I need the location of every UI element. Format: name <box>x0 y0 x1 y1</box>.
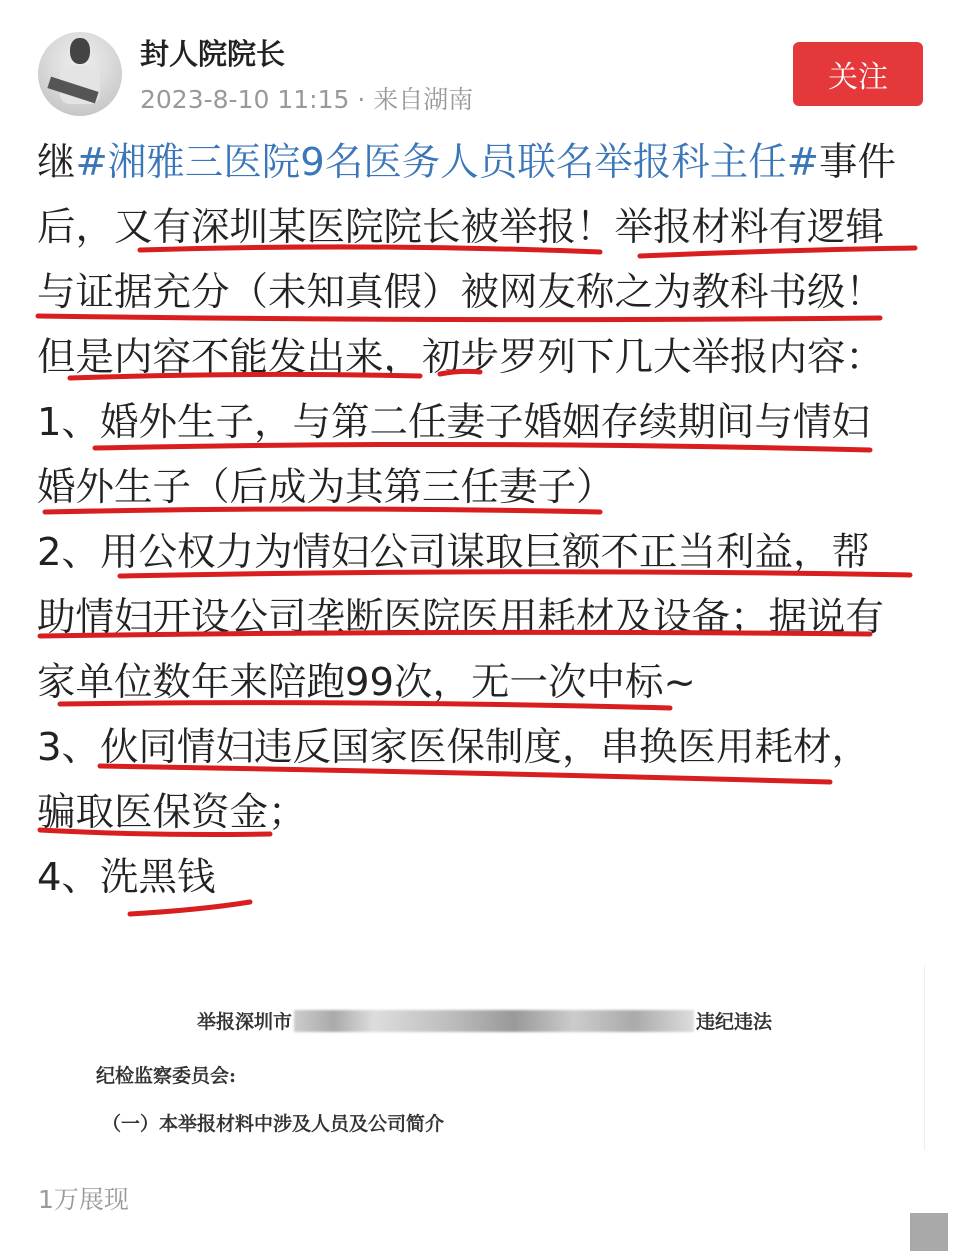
post-line: 4、洗黑钱 <box>37 855 216 900</box>
text: 事件 <box>819 140 897 185</box>
report-document-image[interactable] <box>62 965 925 1150</box>
text: 举报深圳市 <box>197 1011 293 1033</box>
follow-button[interactable]: 关注 <box>793 42 923 106</box>
post-line: 骗取医保资金； <box>37 790 307 835</box>
post-line: 后，又有深圳某医院院长被举报！举报材料有逻辑 <box>37 205 885 250</box>
post-line: 3、伙同情妇违反国家医保制度，串换医用耗材， <box>37 725 870 770</box>
document-section: （一）本举报材料中涉及人员及公司简介 <box>102 1113 445 1135</box>
avatar[interactable] <box>38 32 122 116</box>
document-title <box>197 1007 772 1034</box>
post-line: 1、婚外生子，与第二任妻子婚姻存续期间与情妇 <box>37 400 870 445</box>
document-addressee: 纪检监察委员会: <box>96 1065 237 1087</box>
post-meta: 2023-8-10 11:15 · 来自湖南 <box>140 85 474 114</box>
redacted-blur <box>294 1010 694 1032</box>
more-thumbnail[interactable] <box>910 1213 948 1251</box>
post-line: 与证据充分（未知真假）被网友称之为教科书级！ <box>37 270 885 315</box>
hashtag-link[interactable]: #湘雅三医院9名医务人员联名举报科主任# <box>75 140 820 185</box>
post-text <box>37 130 937 910</box>
post-line: 家单位数年来陪跑99次，无一次中标~ <box>37 660 696 705</box>
post-line: 2、用公权力为情妇公司谋取巨额不正当利益，帮 <box>37 530 870 575</box>
post-line: 婚外生子（后成为其第三任妻子） <box>37 465 615 510</box>
text: 违纪违法 <box>696 1011 773 1033</box>
text: 继 <box>37 140 76 185</box>
post-line <box>37 130 937 195</box>
post-line: 但是内容不能发出来，初步罗列下几大举报内容： <box>37 335 885 380</box>
view-count: 1万展现 <box>38 1185 129 1214</box>
post-line: 助情妇开设公司垄断医院医用耗材及设备；据说有 <box>37 595 885 640</box>
author-name[interactable]: 封人院院长 <box>140 37 286 71</box>
